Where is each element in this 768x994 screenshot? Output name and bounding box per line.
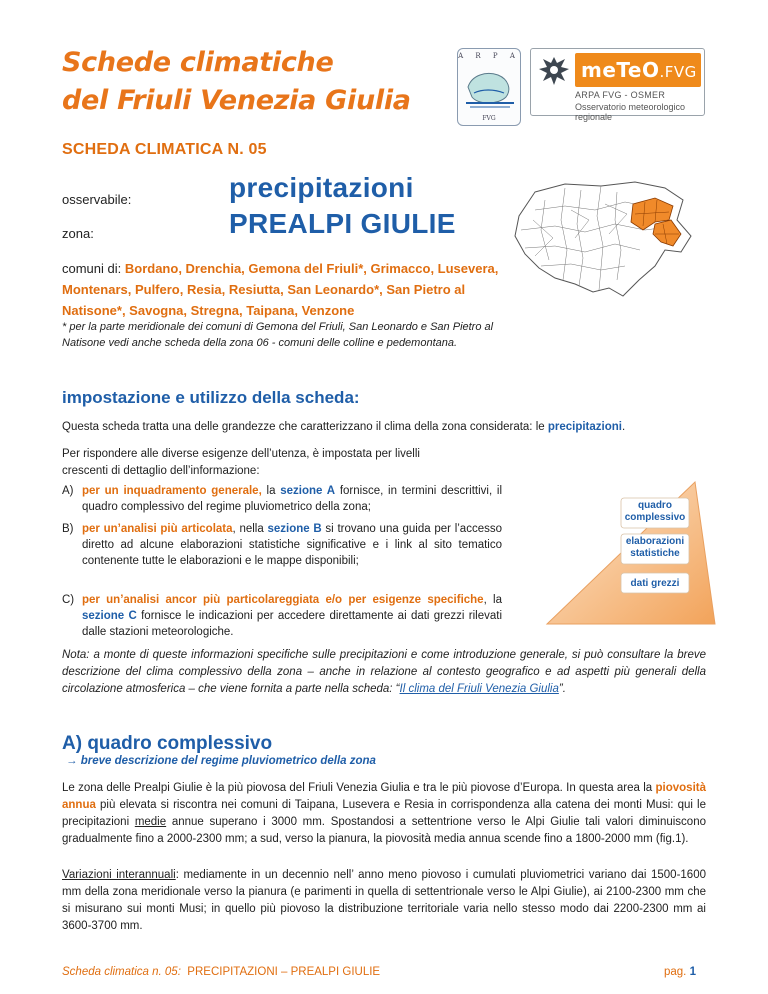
- arpa-logo-fvg: FVG: [482, 115, 496, 122]
- zone-value: PREALPI GIULIE: [229, 208, 456, 239]
- nota-paragraph: Nota: a monte di queste informazioni specifiche sulle precipitazioni e come introduzione generale, si può consultare la breve descrizione del clima complessivo della zona – anche in relazione al contesto geografico e ad aspetti più generali della circolazione atmosferica – che viene fornita a parte nella scheda: “Il clima del Friuli Venezia Giulia”.: [62, 649, 706, 695]
- levels-paragraph: Per rispondere alle diverse esigenze dell’utenza, è impostata per livelli crescenti di dettaglio dell’informazione:: [62, 448, 420, 477]
- clima-fvg-link[interactable]: Il clima del Friuli Venezia Giulia: [399, 683, 559, 695]
- arpa-region-icon: [464, 63, 516, 113]
- comuni-list: comuni di: Bordano, Drenchia, Gemona del Friuli*, Grimacco, Lusevera, Montenars, Pulfero, Resia, Resiutta, San Leonardo*, San Pietro al Natisone*, Savogna, Stregna, Taipana, Venzone: [62, 261, 499, 318]
- arpa-logo-letters: A R P A: [458, 52, 520, 60]
- section-impostazione-heading: impostazione e utilizzo della scheda:: [62, 388, 360, 407]
- pyramid-level-bottom: dati grezzi: [630, 578, 680, 589]
- pyramid-level-top: quadro complessivo: [624, 500, 686, 523]
- meteo-fvg-logo: [530, 48, 705, 122]
- list-item-a: A) per un inquadramento generale, la sezione A fornisce, in termini descrittivi, il quadro complessivo del regime pluviometrico della zona;: [62, 485, 503, 513]
- footnote: * per la parte meridionale dei comuni di Gemona del Friuli, San Leonardo e San Pietro al Natisone vedi anche scheda della zona 06 - comuni delle colline e pedemontana.: [62, 321, 494, 349]
- meteo-sub-2: Osservatorio meteorologico regionale: [575, 102, 686, 122]
- section-quadro-subheading: → breve descrizione del regime pluviometrico della zona: [66, 755, 376, 767]
- document-title: [62, 44, 411, 120]
- arpa-logo: [457, 48, 521, 126]
- footer-left: Scheda climatica n. 05: PRECIPITAZIONI – PREALPI GIULIE: [62, 966, 381, 978]
- observable-label: osservabile:: [62, 192, 132, 207]
- pyramid-level-middle: elaborazioni statistiche: [625, 536, 685, 559]
- variazioni-paragraph: Variazioni interannuali: mediamente in un decennio nell’ anno meno piovoso i cumulati pluviometrici variano dai 1500-1600 mm della zona meridionale verso la pianura (e parimenti in quella di settentrionale verso le Alpi Giulie), ai 2100-2300 mm che si misurano sui monti Musi; in quello più piovoso la distribuzione territoriale varia nello stesso modo dai 2200-2300 mm ai 3600-3700 mm.: [62, 869, 706, 932]
- meteo-sub-1: ARPA FVG - OSMER: [575, 90, 666, 100]
- observable-value: precipitazioni: [229, 172, 414, 203]
- regime-paragraph: Le zona delle Prealpi Giulie è la più piovosa del Friuli Venezia Giulia e tra le più piovose d’Europa. In questa area la piovosità annua più elevata si riscontra nei comuni di Taipana, Lusevera e Resia in corrispondenza alla catena dei monti Musi: qui le precipitazioni medie annue superano i 3000 mm. Spostandosi a settentrione verso le Alpi Giulie tali valori diminuiscono gradualmente fino a 2000-2300 mm; a sud, verso la pianura, la piovosità media annua scende fino a 1800-2000 mm (fig.1).: [62, 782, 706, 845]
- comuni-names: Bordano, Drenchia, Gemona del Friuli*, Grimacco, Lusevera, Montenars, Pulfero, Resia, Resiutta, San Leonardo*, San Pietro al Natisone*, Savogna, Stregna, Taipana, Venzone: [62, 261, 499, 318]
- intro-paragraph: Questa scheda tratta una delle grandezze che caratterizzano il clima della zona considerata: le precipitazioni.: [62, 421, 626, 433]
- section-quadro-heading: A) quadro complessivo: [62, 733, 273, 754]
- list-item-c: C) per un’analisi ancor più particolareggiata e/o per esigenze specifiche, la sezione C fornisce le indicazioni per accedere direttamente ai dati grezzi rilevati dalle stazioni meteorologiche.: [62, 594, 502, 638]
- zone-label: zona:: [62, 226, 94, 241]
- region-map: [505, 180, 705, 300]
- title-line-1: Schede climatiche: [62, 47, 334, 78]
- list-item-b: B) per un’analisi più articolata, nella sezione B si trovano una guida per l’accesso diretto ad alcune elaborazioni statistiche significative e i link al sito tematico contenente tutte le elaborazioni e le mappe disponibili;: [62, 523, 502, 567]
- title-line-2: del Friuli Venezia Giulia: [62, 85, 411, 116]
- scheda-number: SCHEDA CLIMATICA N. 05: [62, 141, 267, 158]
- meteo-badge: meTeO.FVG: [575, 53, 701, 87]
- page-number: pag. 1: [664, 966, 696, 978]
- eagle-emblem-icon: [535, 53, 573, 91]
